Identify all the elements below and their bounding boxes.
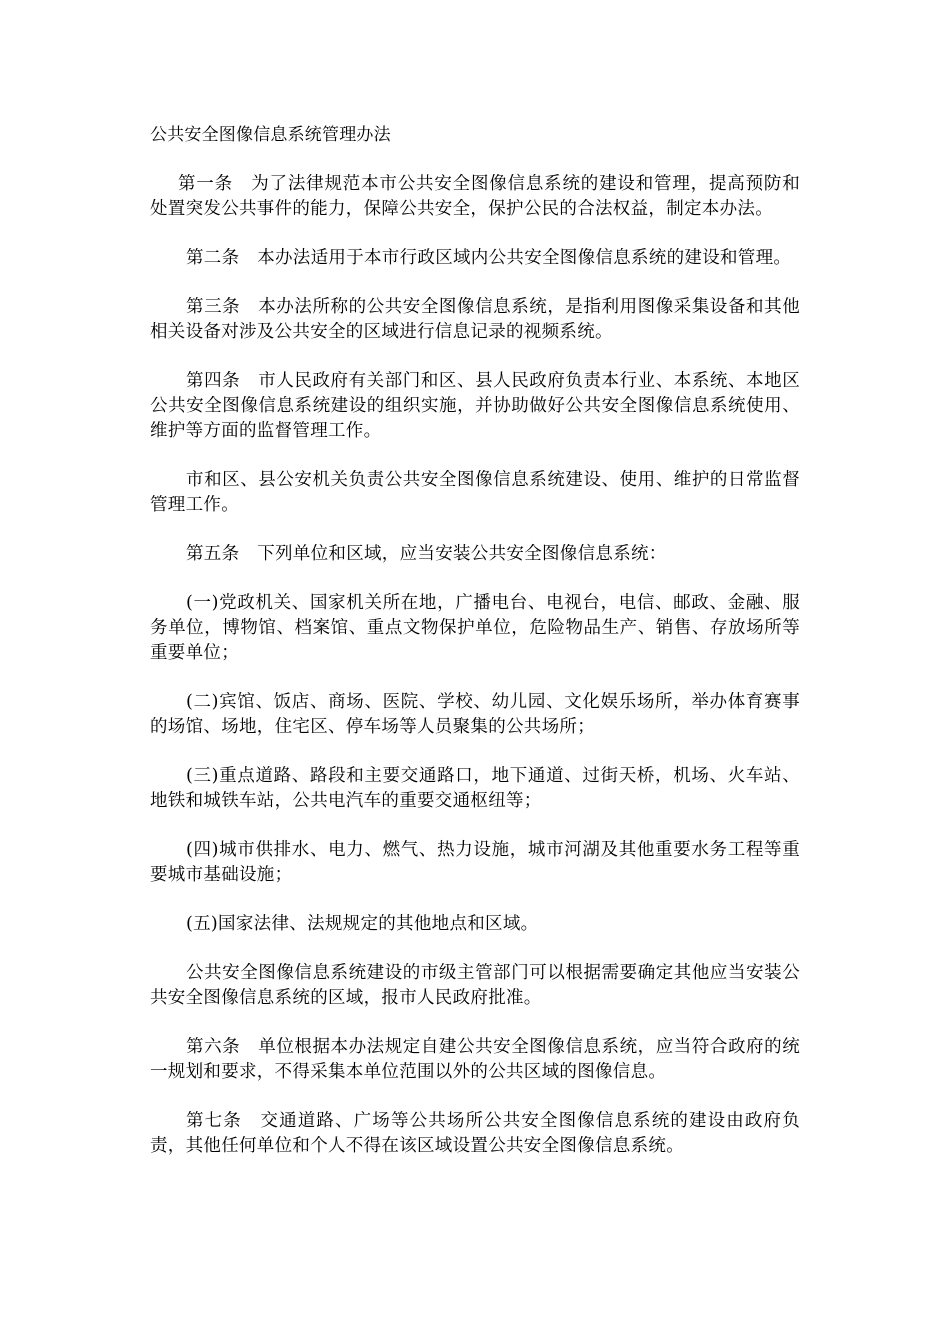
article-7: 第七条 交通道路、广场等公共场所公共安全图像信息系统的建设由政府负责，其他任何单位和个人不得在该区域设置公共安全图像信息系统。 <box>150 1111 800 1156</box>
article-5: 第五条 下列单位和区域，应当安装公共安全图像信息系统： <box>186 544 667 564</box>
article-4: 第四条 市人民政府有关部门和区、县人民政府负责本行业、本系统、本地区公共安全图像信息系统建设的组织实施，并协助做好公共安全图像信息系统使用、维护等方面的监督管理工作。 <box>150 371 800 441</box>
article-1: 第一条 为了法律规范本市公共安全图像信息系统的建设和管理，提高预防和处置突发公共事件的能力，保障公共安全，保护公民的合法权益，制定本办法。 <box>150 174 800 219</box>
document-body <box>150 122 800 1183</box>
article-5-clause-2: 公共安全图像信息系统建设的市级主管部门可以根据需要确定其他应当安装公共安全图像信息系统的区域，报市人民政府批准。 <box>150 963 800 1008</box>
article-6: 第六条 单位根据本办法规定自建公共安全图像信息系统，应当符合政府的统一规划和要求，不得采集本单位范围以外的公共区域的图像信息。 <box>150 1037 800 1082</box>
article-5-item-4: (四)城市供排水、电力、燃气、热力设施，城市河湖及其他重要水务工程等重要城市基础设施； <box>150 840 800 885</box>
article-5-item-3: (三)重点道路、路段和主要交通路口，地下通道、过街天桥，机场、火车站、地铁和城铁车站，公共电汽车的重要交通枢纽等； <box>150 766 800 811</box>
document-title: 公共安全图像信息系统管理办法 <box>150 125 391 145</box>
article-3: 第三条 本办法所称的公共安全图像信息系统，是指利用图像采集设备和其他相关设备对涉及公共安全的区域进行信息记录的视频系统。 <box>150 297 800 342</box>
article-4-clause-2: 市和区、县公安机关负责公共安全图像信息系统建设、使用、维护的日常监督管理工作。 <box>150 470 800 515</box>
article-2: 第二条 本办法适用于本市行政区域内公共安全图像信息系统的建设和管理。 <box>186 248 792 268</box>
article-5-item-2: (二)宾馆、饭店、商场、医院、学校、幼儿园、文化娱乐场所，举办体育赛事的场馆、场地，住宅区、停车场等人员聚集的公共场所； <box>150 692 800 737</box>
article-5-item-5: (五)国家法律、法规规定的其他地点和区域。 <box>186 914 539 934</box>
article-5-item-1: (一)党政机关、国家机关所在地，广播电台、电视台，电信、邮政、金融、服务单位，博物馆、档案馆、重点文物保护单位，危险物品生产、销售、存放场所等重要单位； <box>150 593 800 663</box>
